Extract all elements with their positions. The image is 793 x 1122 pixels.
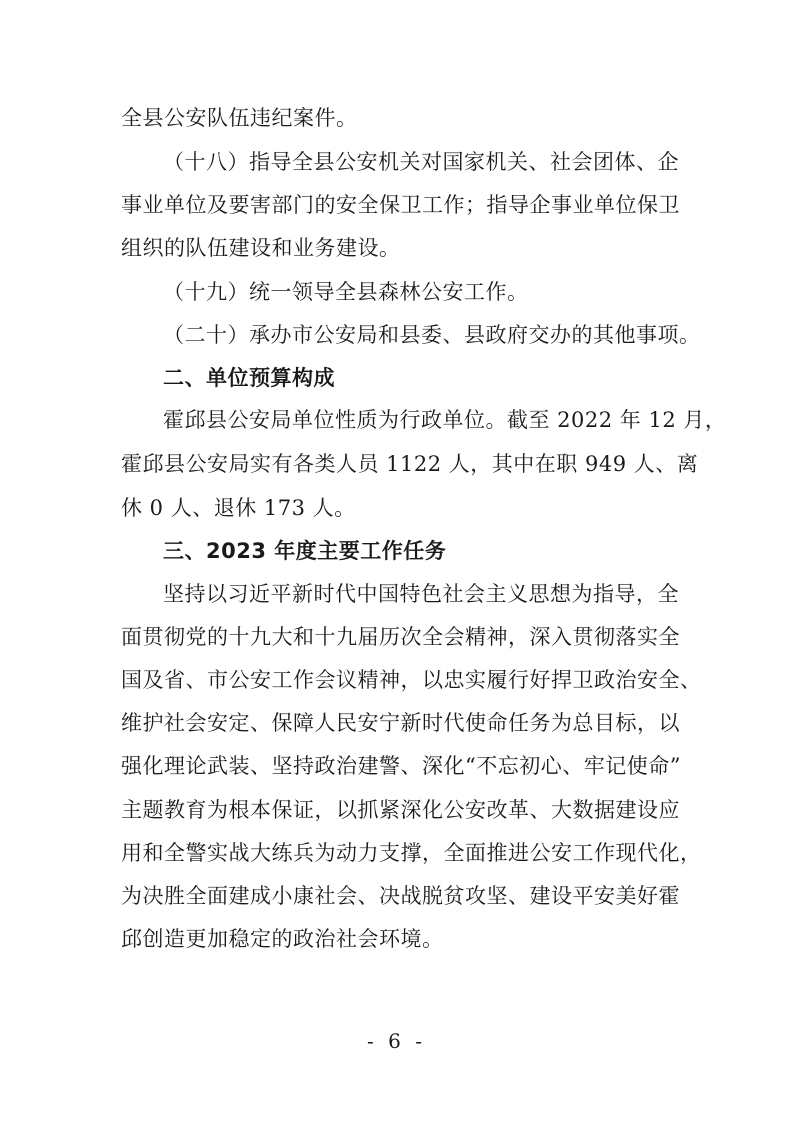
tasks-paragraph-line-1: 坚持以习近平新时代中国特色社会主义思想为指导，全: [163, 582, 679, 606]
paragraph-18-line-1: （十八）指导全县公安机关对国家机关、社会团体、企: [163, 150, 679, 174]
section-heading-budget: 二、单位预算构成: [163, 366, 335, 390]
budget-paragraph-line-3: 休 0 人、退休 173 人。: [121, 496, 356, 520]
tasks-paragraph-line-9: 邱创造更加稳定的政治社会环境。: [121, 927, 444, 951]
tasks-paragraph-line-8: 为决胜全面建成小康社会、决战脱贫攻坚、建设平安美好霍: [121, 884, 680, 908]
paragraph-18-line-3: 组织的队伍建设和业务建设。: [121, 236, 401, 260]
paragraph-line-continuation: 全县公安队伍违纪案件。: [121, 106, 358, 130]
tasks-paragraph-line-6: 主题教育为根本保证，以抓紧深化公安改革、大数据建设应: [121, 798, 680, 822]
paragraph-18-line-2: 事业单位及要害部门的安全保卫工作；指导企事业单位保卫: [121, 193, 680, 217]
page-number: - 6 -: [367, 1029, 426, 1053]
paragraph-20: （二十）承办市公安局和县委、县政府交办的其他事项。: [163, 323, 701, 347]
tasks-paragraph-line-4: 维护社会安定、保障人民安宁新时代使命任务为总目标，以: [121, 711, 680, 735]
tasks-paragraph-line-3: 国及省、市公安工作会议精神，以忠实履行好捍卫政治安全、: [121, 668, 702, 692]
paragraph-19: （十九）统一领导全县森林公安工作。: [163, 280, 529, 304]
tasks-paragraph-line-2: 面贯彻党的十九大和十九届历次全会精神，深入贯彻落实全: [121, 625, 680, 649]
tasks-paragraph-line-5: 强化理论武装、坚持政治建警、深化“不忘初心、牢记使命”: [121, 754, 681, 778]
tasks-paragraph-line-7: 用和全警实战大练兵为动力支撑，全面推进公安工作现代化，: [121, 841, 702, 865]
budget-paragraph-line-1: 霍邱县公安局单位性质为行政单位。截至 2022 年 12 月，: [163, 408, 727, 432]
budget-paragraph-line-2: 霍邱县公安局实有各类人员 1122 人，其中在职 949 人、离: [121, 452, 699, 476]
section-heading-tasks: 三、2023 年度主要工作任务: [163, 539, 447, 563]
